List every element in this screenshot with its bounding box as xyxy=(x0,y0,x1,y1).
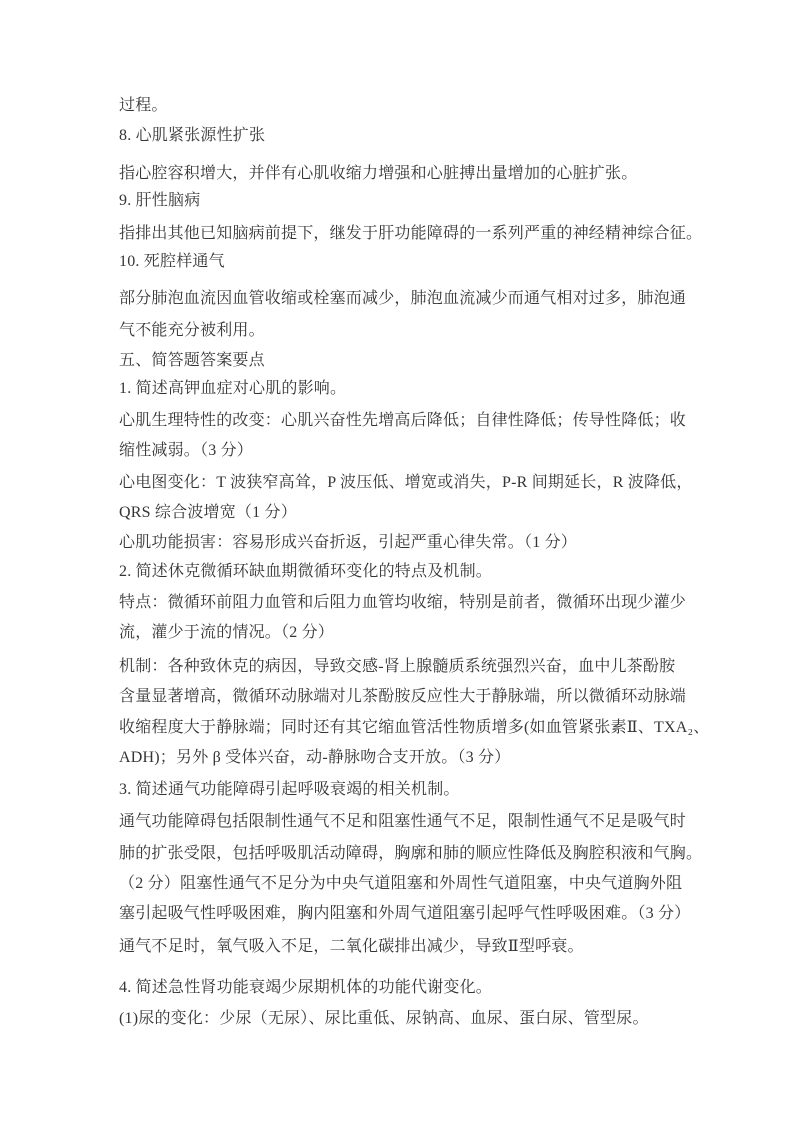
answer-2-line-5: 收缩程度大于静脉端；同时还有其它缩血管活性物质增多(如血管紧张素Ⅱ、TXA₂、 xyxy=(119,719,710,736)
answer-2-line-2: 流，灌少于流的情况。（2 分） xyxy=(119,624,335,641)
answer-1-line-1: 心肌生理特性的改变：心肌兴奋性先增高后降低；自律性降低；传导性降低；收 xyxy=(119,412,687,429)
question-2: 2. 简述休克微循环缺血期微循环变化的特点及机制。 xyxy=(119,563,493,580)
paragraph-end-line: 过程。 xyxy=(119,97,168,114)
answer-2-line-4: 含量显著增高，微循环动脉端对儿茶酚胺反应性大于静脉端，所以微循环动脉端 xyxy=(119,688,687,705)
answer-3-line-3: （2 分）阻塞性通气不足分为中央气道阻塞和外周性气道阻塞，中央气道胸外阻 xyxy=(119,875,683,892)
answer-1-line-2: 缩性减弱。（3 分） xyxy=(119,442,254,459)
term-10-definition-line-2: 气不能充分被利用。 xyxy=(119,322,265,339)
answer-3-line-1: 通气功能障碍包括限制性通气不足和阻塞性通气不足，限制性通气不足是吸气时 xyxy=(119,813,687,830)
question-1: 1. 简述高钾血症对心肌的影响。 xyxy=(119,380,347,397)
term-9-heading: 9. 肝性脑病 xyxy=(119,192,201,209)
question-3: 3. 简述通气功能障碍引起呼吸衰竭的相关机制。 xyxy=(119,781,460,798)
term-9-definition: 指排出其他已知脑病前提下，继发于肝功能障碍的一系列严重的神经精神综合征。 xyxy=(119,225,703,242)
answer-3-line-5: 通气不足时，氧气吸入不足，二氧化碳排出减少，导致Ⅱ型呼衰。 xyxy=(119,938,584,955)
section-heading: 五、简答题答案要点 xyxy=(119,352,265,369)
term-10-heading: 10. 死腔样通气 xyxy=(119,253,225,270)
answer-2-line-3: 机制：各种致休克的病因，导致交感-肾上腺髓质系统强烈兴奋，血中儿茶酚胺 xyxy=(119,658,676,675)
answer-1-line-3: 心电图变化：T 波狭窄高耸，P 波压低、增宽或消失，P-R 间期延长，R 波降低， xyxy=(119,474,693,491)
answer-1-line-5: 心肌功能损害：容易形成兴奋折返，引起严重心律失常。（1 分） xyxy=(119,534,578,551)
answer-1-line-4: QRS 综合波增宽（1 分） xyxy=(119,504,297,521)
answer-3-line-4: 塞引起吸气性呼吸困难，胸内阻塞和外周气道阻塞引起呼气性呼吸困难。（3 分） xyxy=(119,905,691,922)
term-8-definition: 指心腔容积增大，并伴有心肌收缩力增强和心脏搏出量增加的心脏扩张。 xyxy=(119,165,638,182)
answer-2-line-6: ADH)；另外 β 受体兴奋，动-静脉吻合支开放。（3 分） xyxy=(119,749,511,766)
term-8-heading: 8. 心肌紧张源性扩张 xyxy=(119,127,266,144)
answer-2-line-1: 特点：微循环前阻力血管和后阻力血管均收缩，特别是前者，微循环出现少灌少 xyxy=(119,594,687,611)
answer-3-line-2: 肺的扩张受限，包括呼吸肌活动障碍，胸廓和肺的顺应性降低及胸腔积液和气胸。 xyxy=(119,845,703,862)
term-10-definition-line-1: 部分肺泡血流因血管收缩或栓塞而减少，肺泡血流减少而通气相对过多，肺泡通 xyxy=(119,290,687,307)
answer-4-line-1: (1)尿的变化：少尿（无尿）、尿比重低、尿钠高、血尿、蛋白尿、管型尿。 xyxy=(119,1010,649,1027)
question-4: 4. 简述急性肾功能衰竭少尿期机体的功能代谢变化。 xyxy=(119,979,493,996)
